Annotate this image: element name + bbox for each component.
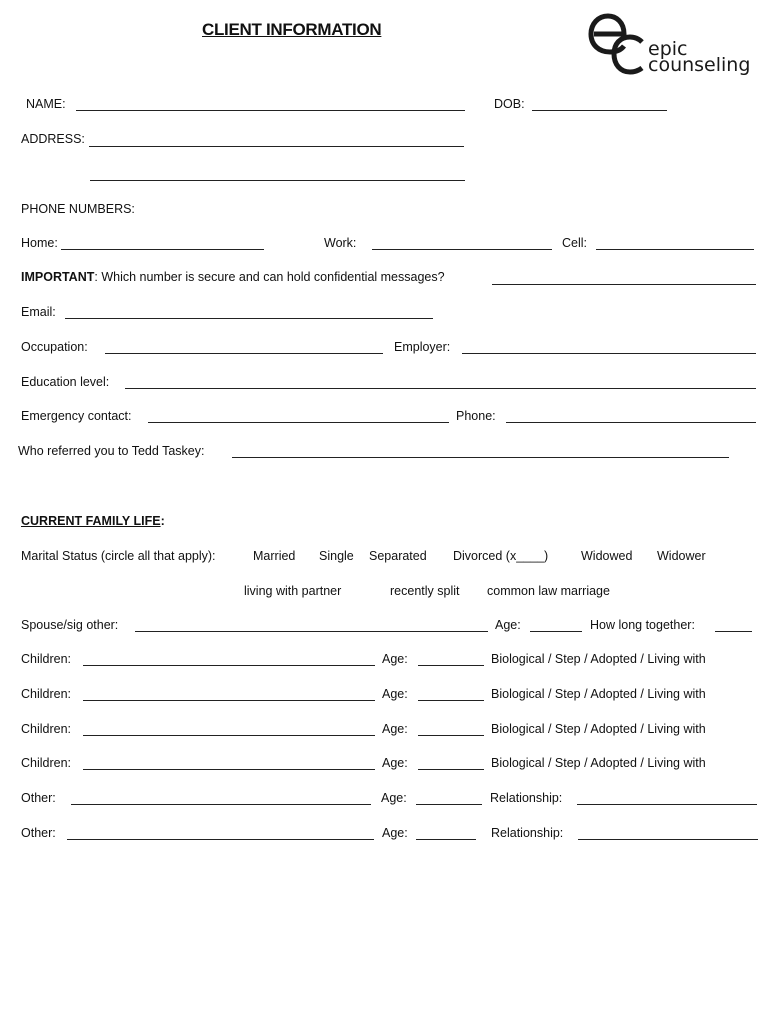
other-age-label: Age: xyxy=(382,826,408,840)
logo-line-counseling: counseling xyxy=(648,54,751,76)
home-label: Home: xyxy=(21,236,58,250)
child-1-name-line[interactable] xyxy=(83,665,375,666)
address-input-line-1[interactable] xyxy=(89,146,464,147)
marital-option-separated[interactable]: Separated xyxy=(369,549,427,563)
email-input-line[interactable] xyxy=(65,318,433,319)
other-2-name-line[interactable] xyxy=(67,839,374,840)
child-age-label: Age: xyxy=(382,652,408,666)
dob-input-line[interactable] xyxy=(532,110,667,111)
other-relationship-label: Relationship: xyxy=(490,791,563,805)
child-1-age-line[interactable] xyxy=(418,665,484,666)
email-label: Email: xyxy=(21,305,56,319)
marital-option-widower[interactable]: Widower xyxy=(657,549,706,563)
marital-option-married[interactable]: Married xyxy=(253,549,296,563)
spouse-age-label: Age: xyxy=(495,618,521,632)
spouse-input-line[interactable] xyxy=(135,631,488,632)
child-2-age-line[interactable] xyxy=(418,700,484,701)
other-age-label: Age: xyxy=(381,791,407,805)
marital-option-single[interactable]: Single xyxy=(319,549,354,563)
marital-option-common-law[interactable]: common law marriage xyxy=(487,584,610,598)
child-age-label: Age: xyxy=(382,687,408,701)
child-3-name-line[interactable] xyxy=(83,735,375,736)
logo-line-epic: epic xyxy=(648,38,688,60)
marital-option-recently-split[interactable]: recently split xyxy=(390,584,460,598)
child-4-age-line[interactable] xyxy=(418,769,484,770)
family-heading-text: CURRENT FAMILY LIFE xyxy=(21,514,161,528)
emergency-phone-line[interactable] xyxy=(506,422,756,423)
child-4-name-line[interactable] xyxy=(83,769,375,770)
address-input-line-2[interactable] xyxy=(90,180,465,181)
child-relationship-options[interactable]: Biological / Step / Adopted / Living with xyxy=(491,722,706,736)
emergency-contact-line[interactable] xyxy=(148,422,449,423)
name-label: NAME: xyxy=(26,97,66,111)
name-input-line[interactable] xyxy=(76,110,465,111)
referred-label: Who referred you to Tedd Taskey: xyxy=(18,444,205,458)
occupation-input-line[interactable] xyxy=(105,353,383,354)
phone-numbers-label: PHONE NUMBERS: xyxy=(21,202,135,216)
marital-option-living-with-partner[interactable]: living with partner xyxy=(244,584,342,598)
other-1-relationship-line[interactable] xyxy=(577,804,757,805)
important-bold: IMPORTANT xyxy=(21,270,95,284)
work-phone-line[interactable] xyxy=(372,249,552,250)
children-label: Children: xyxy=(21,652,72,666)
marital-status-label: Marital Status (circle all that apply): xyxy=(21,549,216,563)
emergency-phone-label: Phone: xyxy=(456,409,496,423)
spouse-label: Spouse/sig other: xyxy=(21,618,119,632)
child-2-name-line[interactable] xyxy=(83,700,375,701)
page-title: CLIENT INFORMATION xyxy=(202,20,382,39)
education-input-line[interactable] xyxy=(125,388,756,389)
child-age-label: Age: xyxy=(382,722,408,736)
secure-number-line[interactable] xyxy=(492,284,756,285)
epic-counseling-logo xyxy=(586,12,766,78)
other-2-age-line[interactable] xyxy=(416,839,476,840)
occupation-label: Occupation: xyxy=(21,340,88,354)
other-1-name-line[interactable] xyxy=(71,804,371,805)
how-long-together-line[interactable] xyxy=(715,631,752,632)
cell-phone-line[interactable] xyxy=(596,249,754,250)
emergency-contact-label: Emergency contact: xyxy=(21,409,132,423)
children-label: Children: xyxy=(21,722,72,736)
cell-label: Cell: xyxy=(562,236,588,250)
how-long-together-label: How long together: xyxy=(590,618,695,632)
child-relationship-options[interactable]: Biological / Step / Adopted / Living with xyxy=(491,687,706,701)
address-label: ADDRESS: xyxy=(21,132,85,146)
dob-label: DOB: xyxy=(494,97,525,111)
education-label: Education level: xyxy=(21,375,110,389)
home-phone-line[interactable] xyxy=(61,249,264,250)
other-relationship-label: Relationship: xyxy=(491,826,564,840)
other-label: Other: xyxy=(21,791,56,805)
child-relationship-options[interactable]: Biological / Step / Adopted / Living with xyxy=(491,756,706,770)
marital-option-widowed[interactable]: Widowed xyxy=(581,549,633,563)
other-2-relationship-line[interactable] xyxy=(578,839,758,840)
other-1-age-line[interactable] xyxy=(416,804,482,805)
child-relationship-options[interactable]: Biological / Step / Adopted / Living with xyxy=(491,652,706,666)
spouse-age-line[interactable] xyxy=(530,631,582,632)
family-heading-colon: : xyxy=(160,514,165,528)
children-label: Children: xyxy=(21,687,72,701)
referred-input-line[interactable] xyxy=(232,457,729,458)
other-label: Other: xyxy=(21,826,56,840)
important-question xyxy=(21,270,445,284)
work-label: Work: xyxy=(324,236,357,250)
important-text: : Which number is secure and can hold confidential messages? xyxy=(94,270,445,284)
employer-label: Employer: xyxy=(394,340,451,354)
child-age-label: Age: xyxy=(382,756,408,770)
children-label: Children: xyxy=(21,756,72,770)
child-3-age-line[interactable] xyxy=(418,735,484,736)
family-section-heading xyxy=(21,514,165,528)
employer-input-line[interactable] xyxy=(462,353,756,354)
marital-option-divorced[interactable]: Divorced (x____) xyxy=(453,549,549,563)
